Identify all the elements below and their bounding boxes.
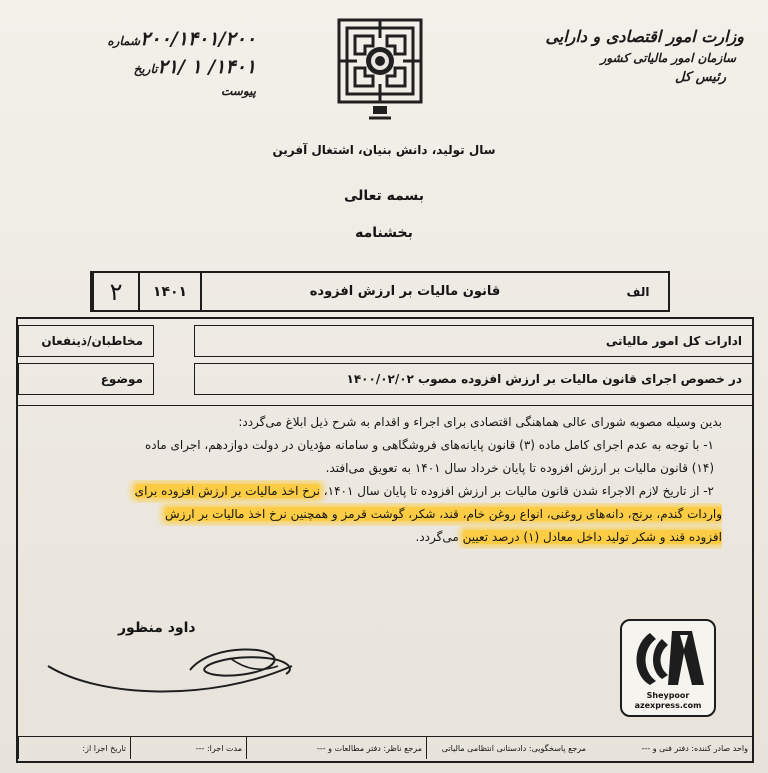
number-value: ۲۰۰/۱۴۰۱/۲۰۰ xyxy=(140,28,256,50)
body-line-6-highlight: افزوده قند و شکر تولید داخل معادل (۱) درصد تعیین xyxy=(462,530,722,544)
circular-code: الف xyxy=(626,284,650,299)
body-line-6 xyxy=(50,526,722,549)
frame-divider xyxy=(18,405,752,406)
ministry-line-2: سازمان امور مالیاتی کشور xyxy=(600,51,736,65)
audience-value: ادارات کل امور مالیاتی xyxy=(194,325,752,357)
body-line-4-plain: ۲- از تاریخ لازم الاجراء شدن قانون مالیات بر ارزش افزوده تا پایان سال ۱۴۰۱، xyxy=(319,484,714,498)
date-value: ۲۱/ ۱ /۱۴۰۱ xyxy=(157,56,256,78)
audience-label: مخاطبان/ذینفعان xyxy=(18,325,154,357)
basmala: بسمه تعالی xyxy=(343,188,425,204)
circular-title: قانون مالیات بر ارزش افزوده xyxy=(200,273,608,310)
stamp-name: Sheypoor xyxy=(646,691,690,700)
footer-supervisor: مرجع ناظر: دفتر مطالعات و --- xyxy=(246,737,426,759)
body-line-5 xyxy=(50,503,722,526)
publisher-stamp xyxy=(620,619,716,717)
body-line-2: ۱- با توجه به عدم اجرای کامل ماده (۳) قانون پایانه‌های فروشگاهی و سامانه مؤدیان در دولت دوازدهم، اجرای ماده xyxy=(144,438,714,452)
body-line-6-plain: می‌گردد. xyxy=(415,530,463,544)
stamp-url: azexpress.com xyxy=(634,701,702,710)
circular-number: ۲ xyxy=(92,273,138,310)
subject-label: موضوع xyxy=(18,363,154,395)
attachment-label: پیوست xyxy=(221,84,256,98)
body-line-1: بدین وسیله مصوبه شورای عالی هماهنگی اقتصادی برای اجراء و اقدام به شرح ذیل ابلاغ می‌گردد: xyxy=(238,415,722,429)
ministry-line-1: وزارت امور اقتصادی و دارایی xyxy=(545,27,744,46)
circular-body xyxy=(50,411,722,549)
circular-year: ۱۴۰۱ xyxy=(138,273,200,310)
stamp-logo-icon xyxy=(628,625,710,691)
year-slogan: سال تولید، دانش بنیان، اشتغال آفرین xyxy=(272,143,496,157)
letter-meta xyxy=(26,28,256,112)
meta-number-row xyxy=(26,28,256,56)
footer-responder: مرجع پاسخگویی: دادستانی انتظامی مالیاتی xyxy=(426,737,590,759)
footer-table xyxy=(16,736,754,759)
meta-attachment-row xyxy=(26,84,256,112)
subject-row xyxy=(18,363,752,395)
footer-duration: مدت اجرا: --- xyxy=(130,737,246,759)
document-kind: بخشنامه xyxy=(355,225,413,241)
body-line-3: (۱۴) قانون مالیات بر ارزش افزوده تا پایان خرداد سال ۱۴۰۱ به تعویق می‌افتد. xyxy=(325,461,714,475)
meta-date-row xyxy=(26,56,256,84)
subject-value: در خصوص اجرای قانون مالیات بر ارزش افزوده مصوب ۱۴۰۰/۰۲/۰۲ xyxy=(194,363,752,395)
title-row xyxy=(90,271,670,312)
footer-issuer: واحد صادر کننده: دفتر فنی و --- xyxy=(641,743,748,753)
handwritten-signature-icon xyxy=(40,640,310,700)
ministry-header xyxy=(524,26,744,88)
body-line-5-highlight: واردات گندم، برنج، دانه‌های روغنی، انواع روغن خام، قند، شکر، گوشت قرمز و همچنین نرخ اخذ مالیات بر ارزش xyxy=(165,507,722,521)
audience-row xyxy=(18,325,752,357)
date-label: تاریخ xyxy=(133,62,158,76)
body-line-4-highlight: نرخ اخذ مالیات بر ارزش افزوده برای xyxy=(134,484,320,498)
tax-organization-emblem-icon xyxy=(333,14,427,126)
number-label: شماره xyxy=(107,34,141,48)
ministry-line-3: رئیس کل xyxy=(675,70,726,85)
body-line-4 xyxy=(50,480,722,503)
footer-effective-date: تاریخ اجرا از: xyxy=(18,737,130,759)
signatory-name: داود منظور xyxy=(118,620,196,636)
